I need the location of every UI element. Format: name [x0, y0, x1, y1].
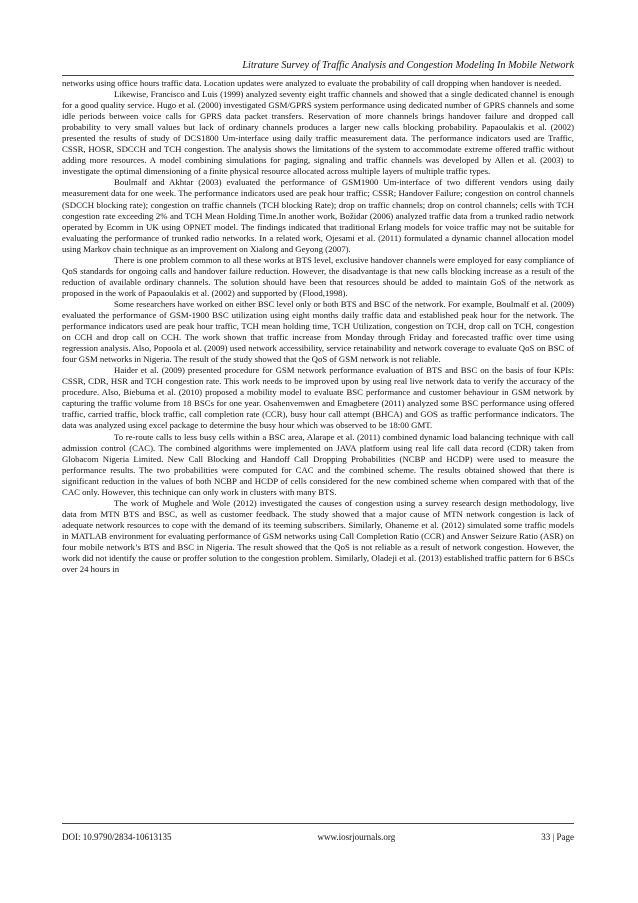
page-number: 33 | Page: [541, 832, 574, 842]
paragraph: To re-route calls to less busy cells within a BSC area, Alarape et al. (2011) combined dynamic load balancing technique with call admission control (CAC). The combined algorithms were implemented on JAVA platform using real life call data record (CDR) taken from Globacom Nigeria Limited. New Call Blocking and Handoff Call Dropping Probabilities (NCBP and HCDP) were used to measure the performance results. The two probabilities were computed for CAC and the combined scheme. The results obtained showed that there is significant reduction in the values of both NCBP and HCDP of cells considered for the new combined scheme when compared with that of the CAC only. However, this technique can only work in clusters with many BTS.: [62, 431, 574, 497]
paragraph: Boulmalf and Akhtar (2003) evaluated the performance of GSM1900 Um-interface of two different vendors using daily measurement data for one week. The performance indicators used are peak hour traffic; CSSR; Handover Failure; congestion on control channels (SDCCH blocking rate); congestion on traffic channels (TCH blocking Rate); drop on traffic channels; drop on control channels; cells with TCH congestion rate exceeding 2% and TCH Mean Holding Time.In another work, Božidar (2006) analyzed traffic data from a trunked radio network operated by Ecomm in UK using OPNET model. The findings indicated that traditional Erlang models for voice traffic may not be suitable for evaluating the performance of trunked radio networks. In a related work, Ojesami et al. (2011) formulated a dynamic channel allocation model using Markov chain technique as an improvement on Xialong and Geyong (2007).: [62, 177, 574, 254]
header-rule: [62, 75, 574, 76]
paragraph: networks using office hours traffic data. Location updates were analyzed to evaluate the probability of call dropping when handover is needed.: [62, 78, 562, 88]
running-title: Litrature Survey of Traffic Analysis and Congestion Modeling In Mobile Network: [242, 60, 574, 71]
paragraph: Some researchers have worked on either BSC level only or both BTS and BSC of the network. For example, Boulmalf et al. (2009) evaluated the performance of GSM-1900 BSC utilization using eight months daily traffic data and established peak hour for the network. The performance indicators used are peak hour traffic, TCH mean holding time, TCH Utilization, congestion on TCH, drop call on TCH, congestion on CCH and drop call on CCH. The work shown that traffic increase from Monday through Friday and forecasted traffic over time using regression analysis. Also, Popoola et al. (2009) used network accessibility, service retainability and network coverage to evaluate QoS on BSC of four GSM networks in Nigeria. The result of the study showed that the QoS of GSM network is not reliable.: [62, 298, 575, 365]
paragraph: There is one problem common to all these works at BTS level, exclusive handover channels were employed for easy compliance of QoS standards for ongoing calls and handover failure reduction. However, the disadvantage is that new calls blocking increase as a result of the reduction of available ordinary channels. The solution should have been that resources should be added to maintain GoS of the network as proposed in the work of Papaoulakis et al. (2002) and supported by (Flood,1998).: [62, 254, 574, 298]
page-footer: [62, 832, 574, 842]
footer-rule: [62, 823, 574, 824]
paragraph: The work of Mughele and Wole (2012) investigated the causes of congestion using a survey research design methodology, live data from MTN BTS and BSC, as well as customer feedback. The study showed that a major cause of MTN network congestion is lack of adequate network resources to cope with the demand of its teeming subscribers. Similarly, Ohaneme et al. (2012) simulated some traffic models in MATLAB environment for evaluating performance of GSM networks using Call Completion Ratio (CCR) and Answer Seizure Ratio (ASR) on four mobile network’s BTS and BSC in Nigeria. The result showed that the QoS is not reliable as a result of network congestion. However, the work did not identify the cause or proffer solution to the congestion problem. Similarly, Oladeji et al. (2013) established traffic pattern for 6 BSCs over 24 hours in: [62, 497, 574, 575]
body-text: [62, 78, 574, 575]
paragraph: Likewise, Francisco and Luis (1999) analyzed seventy eight traffic channels and showed that a single dedicated channel is enough for a good quality service. Hugo et al. (2000) investigated GSM/GPRS system performance using dedicated number of GPRS channels and some idle periods between voice calls for GPRS data packet transfers. Reservation of more channels brings handover failure and dropped call probability to very small values but lack of ordinary channels produces a larger new calls blocking probability. Papaoulakis et al. (2002) presented the results of study of DCS1800 Um-interface using daily traffic measurement data. The performance indicators used are Traffic, CSSR, HOSR, SDCCH and TCH congestion. The analysis shows the limitations of the system to accommodate extreme offered traffic without adding more resources. A model combining simulations for paging, signaling and traffic channels was developed by Allen et al. (2003) to investigate the optimal dimensioning of a finite physical resource allocated across multiple layers of multiple traffic types.: [62, 89, 574, 177]
paragraph: Haider et al. (2009) presented procedure for GSM network performance evaluation of BTS and BSC on the basis of four KPIs: CSSR, CDR, HSR and TCH congestion rate. This work needs to be improved upon by using real live network data to verify the accuracy of the procedure. Also, Biebuma et al. (2010) proposed a mobility model to evaluate BSC performance and customer behaviour in GSM network by capturing the traffic volume from 18 BSCs for one year. Osahenvemwen and Emagbetere (2011) analyzed some BSC performance using offered traffic, carried traffic, block traffic, call completion rate (CCR), busy hour call attempt (BHCA) and GOS as traffic performance indicators. The data was analyzed using excel package to determine the busy hour which was observed to be 18:00 GMT.: [62, 365, 574, 431]
journal-website: www.iosrjournals.org: [317, 832, 396, 842]
doi: DOI: 10.9790/2834-10613135: [62, 832, 172, 842]
